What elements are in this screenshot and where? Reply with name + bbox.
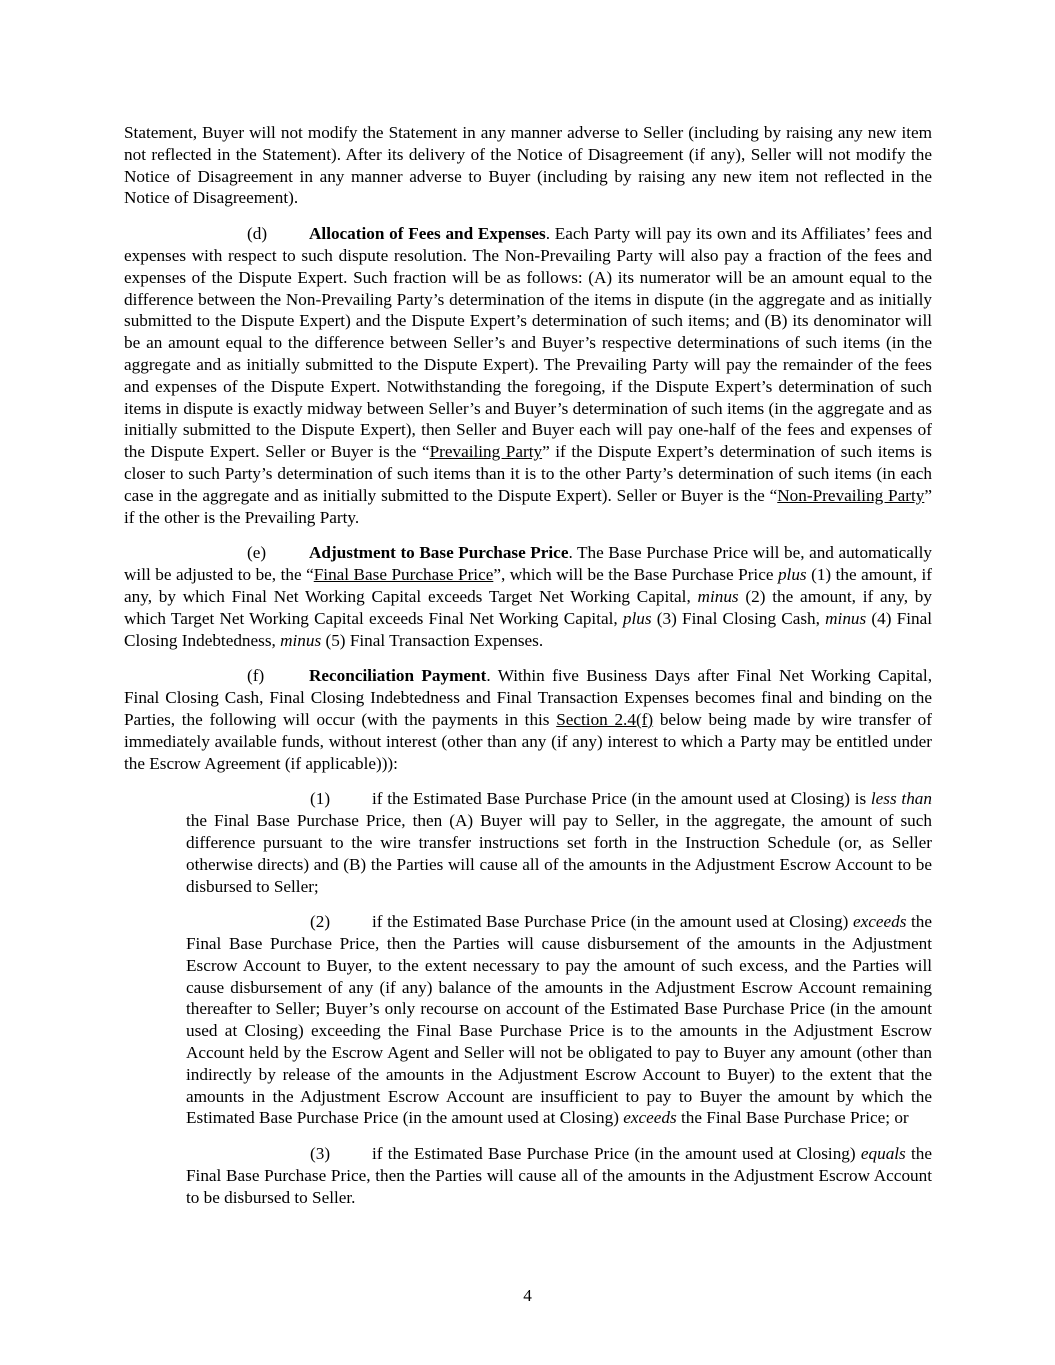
clause-3-number: (3) (310, 1144, 331, 1164)
clause-2-emphasis-exceeds-1: exceeds (852, 912, 907, 932)
section-e-text-6: (4) Final Closing Indebtedness, (124, 608, 933, 650)
clause-2-paragraph (186, 911, 932, 1129)
cross-reference-section-2-4-f: Section 2.4(f) (556, 709, 654, 729)
section-f-number: (f) (247, 666, 265, 686)
section-e-number: (e) (247, 543, 267, 563)
section-f-heading: Reconciliation Payment (309, 666, 487, 686)
section-e-minus-3: minus (280, 630, 322, 650)
section-f-text-1: . Within five Business Days after Final Net Working Capital, Final Closing Cash, Final Closing Indebtedness and Final Transaction Expenses becomes final and binding on the Parties, the following will occur (with the payments in this (124, 666, 932, 729)
section-d-text-2: ” if the Dispute Expert’s determination of such items is closer to such Party’s determination of such items than it is to the other Party’s determination of such items (in each case in the aggregate and as initially submitted to the Dispute Expert). Seller or Buyer is the “ (124, 442, 932, 505)
defined-term-final-base-purchase-price: Final Base Purchase Price (313, 565, 494, 585)
section-d-text-3: ” if the other is the Prevailing Party. (124, 485, 932, 527)
clause-3-text-2: the Final Base Purchase Price, then the Parties will cause all of the amounts in the Adjustment Escrow Account to be disbursed to Seller. (186, 1144, 933, 1207)
section-e-minus-1: minus (697, 586, 739, 606)
section-e-plus-2: plus (622, 608, 652, 628)
continuation-text: Statement, Buyer will not modify the Statement in any manner adverse to Seller (including by raising any new item not reflected in the Statement). After its delivery of the Notice of Disagreement (if any), Seller will not modify the Notice of Disagreement in any manner adverse to Buyer (including by raising any new item not reflected in the Notice of Disagreement). (124, 123, 932, 208)
clause-1-text-1: if the Estimated Base Purchase Price (in the amount used at Closing) is (372, 789, 871, 809)
clause-2-number: (2) (310, 912, 331, 932)
continuation-paragraph (124, 122, 932, 209)
section-f-text-2: below being made by wire transfer of immediately available funds, without interest (other than any (if any) interest to which a Party may be entitled under the Escrow Agreement (if applicable))): (124, 709, 932, 773)
section-e-paragraph (124, 542, 932, 651)
clause-1-emphasis-less-than: less than (870, 789, 932, 809)
section-e-text-2: ”, which will be the Base Purchase Price (493, 565, 778, 585)
clause-1-paragraph (186, 788, 932, 897)
section-e-plus-1: plus (777, 565, 807, 585)
clause-3-text-1: if the Estimated Base Purchase Price (in the amount used at Closing) (372, 1144, 861, 1164)
section-d-number: (d) (247, 224, 268, 244)
section-f-paragraph (124, 665, 932, 774)
clause-1-number: (1) (310, 789, 331, 809)
clause-2-text-3: the Final Base Purchase Price; or (676, 1108, 909, 1128)
section-d-text-1: . Each Party will pay its own and its Affiliates’ fees and expenses with respect to such dispute resolution. The Non-Prevailing Party will also pay a fraction of the fees and expenses of the Dispute Expert. Such fraction will be as follows: (A) its numerator will be an amount equal to the difference between the Non-Prevailing Party’s determination of the items in dispute (in the aggregate and as initially submitted to the Dispute Expert) and the Dispute Expert’s determination of such items; and (B) its denominator will be an amount equal to the difference between Seller’s and Buyer’s respective determinations of such items (in the aggregate and as initially submitted to the Dispute Expert). The Prevailing Party will pay the remainder of the fees and expenses of the Dispute Expert. Notwithstanding the foregoing, if the Dispute Expert’s determination of such items in dispute is exactly midway between Seller’s and Buyer’s determination of such items (in the aggregate and as initially submitted to the Dispute Expert), then Seller and Buyer each will pay one-half of the fees and expenses of the Dispute Expert. Seller or Buyer is the “ (124, 224, 932, 462)
defined-term-prevailing-party: Prevailing Party (429, 442, 543, 462)
section-e-text-1: . The Base Purchase Price will be, and automatically will be adjusted to be, the “ (124, 543, 932, 585)
document-body (124, 122, 932, 1209)
clause-2-emphasis-exceeds-2: exceeds (623, 1108, 677, 1128)
section-d-paragraph (124, 223, 932, 528)
section-e-text-4: (2) the amount, if any, by which Target Net Working Capital exceeds Final Net Working Capital, (124, 586, 932, 628)
section-e-text-5: (3) Final Closing Cash, (651, 608, 826, 628)
clause-1-text-2: the Final Base Purchase Price, then (A) Buyer will pay to Seller, in the aggregate, the amount of such difference pursuant to the wire transfer instructions set forth in the Instruction Schedule (or, as Seller otherwise directs) and (B) the Parties will cause all of the amounts in the Adjustment Escrow Account to be disbursed to Seller; (186, 811, 932, 896)
section-e-minus-2: minus (825, 608, 867, 628)
section-e-heading: Adjustment to Base Purchase Price (309, 543, 569, 563)
page-number: 4 (523, 1286, 532, 1305)
section-e-text-7: (5) Final Transaction Expenses. (321, 630, 544, 650)
clause-2-text-2: the Final Base Purchase Price, then the Parties will cause disbursement of the amounts in the Adjustment Escrow Account to Buyer, to the extent necessary to pay the amount of such excess, and the Parties will cause disbursement of any (if any) balance of the amounts in the Adjustment Escrow Account remaining thereafter to Seller; Buyer’s only recourse on account of the Estimated Base Purchase Price (in the amount used at Closing) exceeding the Final Base Purchase Price is to the amounts in the Adjustment Escrow Account held by the Escrow Agent and Seller will not be obligated to pay to Buyer any amount (other than indirectly by release of the amounts in the Adjustment Escrow Account to Buyer) to the extent that the amounts in the Adjustment Escrow Account are insufficient to pay to Buyer the amount by which the Estimated Base Purchase Price (in the amount used at Closing) (186, 912, 933, 1128)
clause-2-text-1: if the Estimated Base Purchase Price (in the amount used at Closing) (372, 912, 853, 932)
clause-3-paragraph (186, 1143, 932, 1208)
defined-term-non-prevailing-party: Non-Prevailing Party (777, 485, 925, 505)
section-e-text-3: (1) the amount, if any, by which Final Net Working Capital exceeds Target Net Working Capital, (124, 565, 932, 606)
section-d-heading: Allocation of Fees and Expenses (309, 224, 546, 244)
clause-3-emphasis-equals: equals (860, 1144, 906, 1164)
